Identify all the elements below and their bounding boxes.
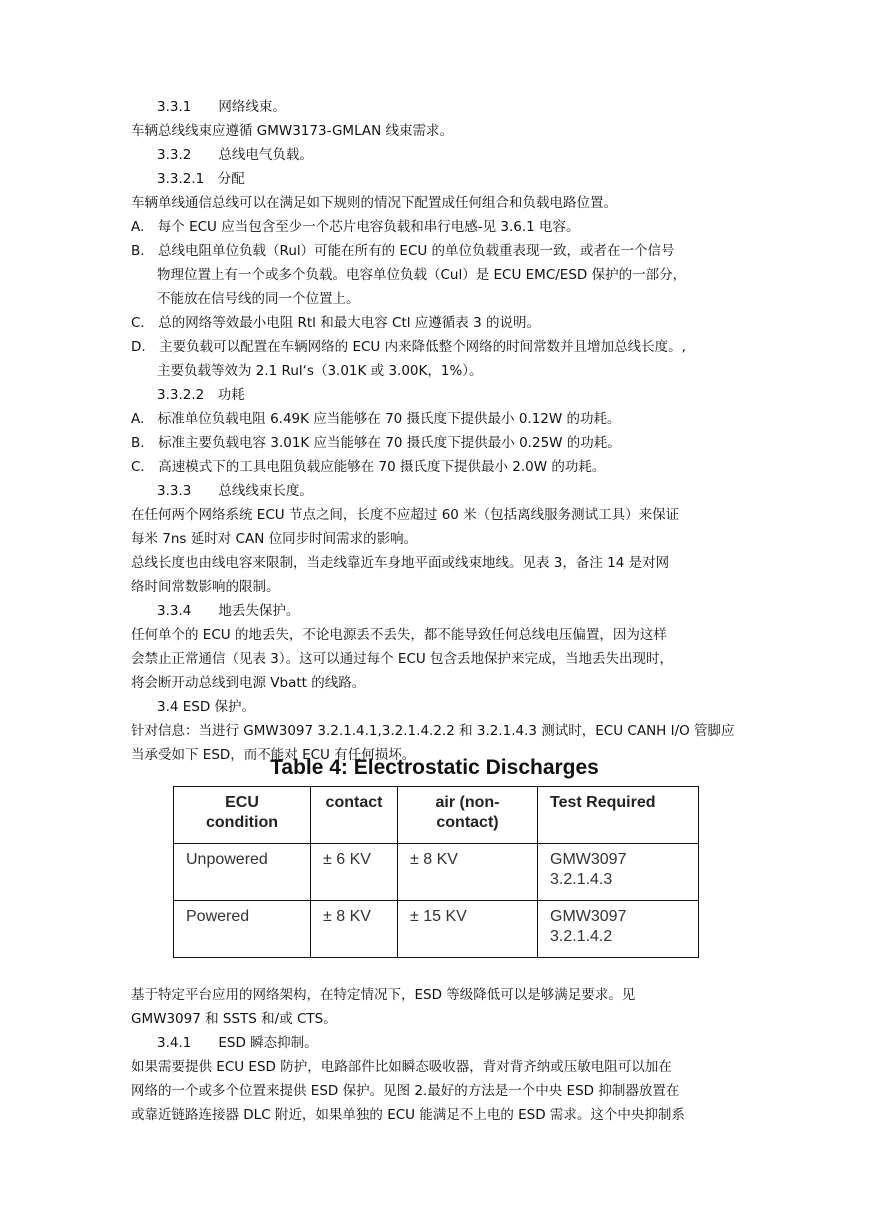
paragraph-line: B. 标准主要负载电容 3.01K 应当能够在 70 摄氏度下提供最小 0.25W 的功耗。 [131,435,621,451]
paragraph-line: 车辆单线通信总线可以在满足如下规则的情况下配置成任何组合和负载电路位置。 [131,195,617,211]
table-row [174,901,699,958]
paragraph-line: C. 高速模式下的工具电阻负载应能够在 70 摄氏度下提供最小 2.0W 的功耗。 [131,459,606,475]
table-cell: ± 6 KV [311,844,398,901]
header-air: air (non- contact) [398,787,538,844]
paragraph-line: B. 总线电阻单位负载（Rul）可能在所有的 ECU 的单位负载重表现一致，或者在一个信号 [131,243,675,259]
paragraph-line: 基于特定平台应用的网络架构，在特定情况下，ESD 等级降低可以是够满足要求。见 [131,987,636,1003]
paragraph-line: D. 主要负载可以配置在车辆网络的 ECU 内来降低整个网络的时间常数并且增加总线长度。, [131,339,686,355]
paragraph-line: A. 每个 ECU 应当包含至少一个芯片电容负载和串行电感-见 3.6.1 电容。 [131,219,580,235]
header-test-required: Test Required [538,787,699,844]
table-cell: Unpowered [174,844,311,901]
esd-table [173,786,699,958]
table-cell: Powered [174,901,311,958]
paragraph-line: 任何单个的 ECU 的地丢失，不论电源丢不丢失，都不能导致任何总线电压偏置，因为这样 [131,627,667,643]
paragraph-line: 当承受如下 ESD，而不能对 ECU 有任何损坏。 [131,747,416,763]
paragraph-line: GMW3097 和 SSTS 和/或 CTS。 [131,1011,337,1027]
paragraph-line: 网络的一个或多个位置来提供 ESD 保护。见图 2.最好的方法是一个中央 ESD 抑制器放置在 [131,1083,680,1099]
paragraph-line: 每米 7ns 延时对 CAN 位同步时间需求的影响。 [131,531,418,547]
paragraph-line: 车辆总线线束应遵循 GMW3173-GMLAN 线束需求。 [131,123,454,139]
header-contact: contact [311,787,398,844]
header-ecu-condition: ECU condition [174,787,311,844]
paragraph-line: 总线长度也由线电容来限制，当走线靠近车身地平面或线束地线。见表 3，备注 14 是对网 [131,555,670,571]
table-cell: GMW3097 3.2.1.4.2 [538,901,699,958]
section-heading: 3.4 ESD 保护。 [157,699,256,715]
section-heading: 3.3.3 总线线束长度。 [157,483,313,499]
table-row [174,844,699,901]
paragraph-line: 或靠近链路连接器 DLC 附近，如果单独的 ECU 能满足不上电的 ESD 需求。这个中央抑制系 [131,1107,685,1123]
paragraph-line: 将会断开动总线到电源 Vbatt 的线路。 [131,675,366,691]
section-heading: 3.3.4 地丢失保护。 [157,603,300,619]
section-heading: 3.3.2.1 分配 [157,171,245,187]
paragraph-line: 会禁止正常通信（见表 3）。这可以通过每个 ECU 包含丢地保护来完成，当地丢失出现时， [131,651,674,667]
table-title: Table 4: Electrostatic Discharges [270,756,599,779]
paragraph-line: 如果需要提供 ECU ESD 防护，电路部件比如瞬态吸收器，背对背齐纳或压敏电阻可以加在 [131,1059,672,1075]
section-heading: 3.3.2.2 功耗 [157,387,245,403]
paragraph-line: A. 标准单位负载电阻 6.49K 应当能够在 70 摄氏度下提供最小 0.12W 的功耗。 [131,411,621,427]
section-heading: 3.4.1 ESD 瞬态抑制。 [157,1035,318,1051]
paragraph-line: C. 总的网络等效最小电阻 Rtl 和最大电容 Ctl 应遵循表 3 的说明。 [131,315,540,331]
section-heading: 3.3.1 网络线束。 [157,99,286,115]
paragraph-line: 在任何两个网络系统 ECU 节点之间，长度不应超过 60 米（包括离线服务测试工具）来保证 [131,507,680,523]
paragraph-line: 主要负载等效为 2.1 Rul‘s（3.01K 或 3.00K，1%）。 [157,363,483,379]
paragraph-line: 络时间常数影响的限制。 [131,579,280,595]
paragraph-line: 不能放在信号线的同一个位置上。 [157,291,360,307]
section-heading: 3.3.2 总线电气负载。 [157,147,313,163]
table-header-row [174,787,699,844]
table-cell: ± 8 KV [398,844,538,901]
paragraph-line: 物理位置上有一个或多个负载。电容单位负载（Cul）是 ECU EMC/ESD 保护的一部分， [157,267,687,283]
table-cell: ± 8 KV [311,901,398,958]
table-cell: GMW3097 3.2.1.4.3 [538,844,699,901]
table-cell: ± 15 KV [398,901,538,958]
paragraph-line: 针对信息：当进行 GMW3097 3.2.1.4.1,3.2.1.4.2.2 和 3.2.1.4.3 测试时，ECU CANH I/O 管脚应 [131,723,735,739]
